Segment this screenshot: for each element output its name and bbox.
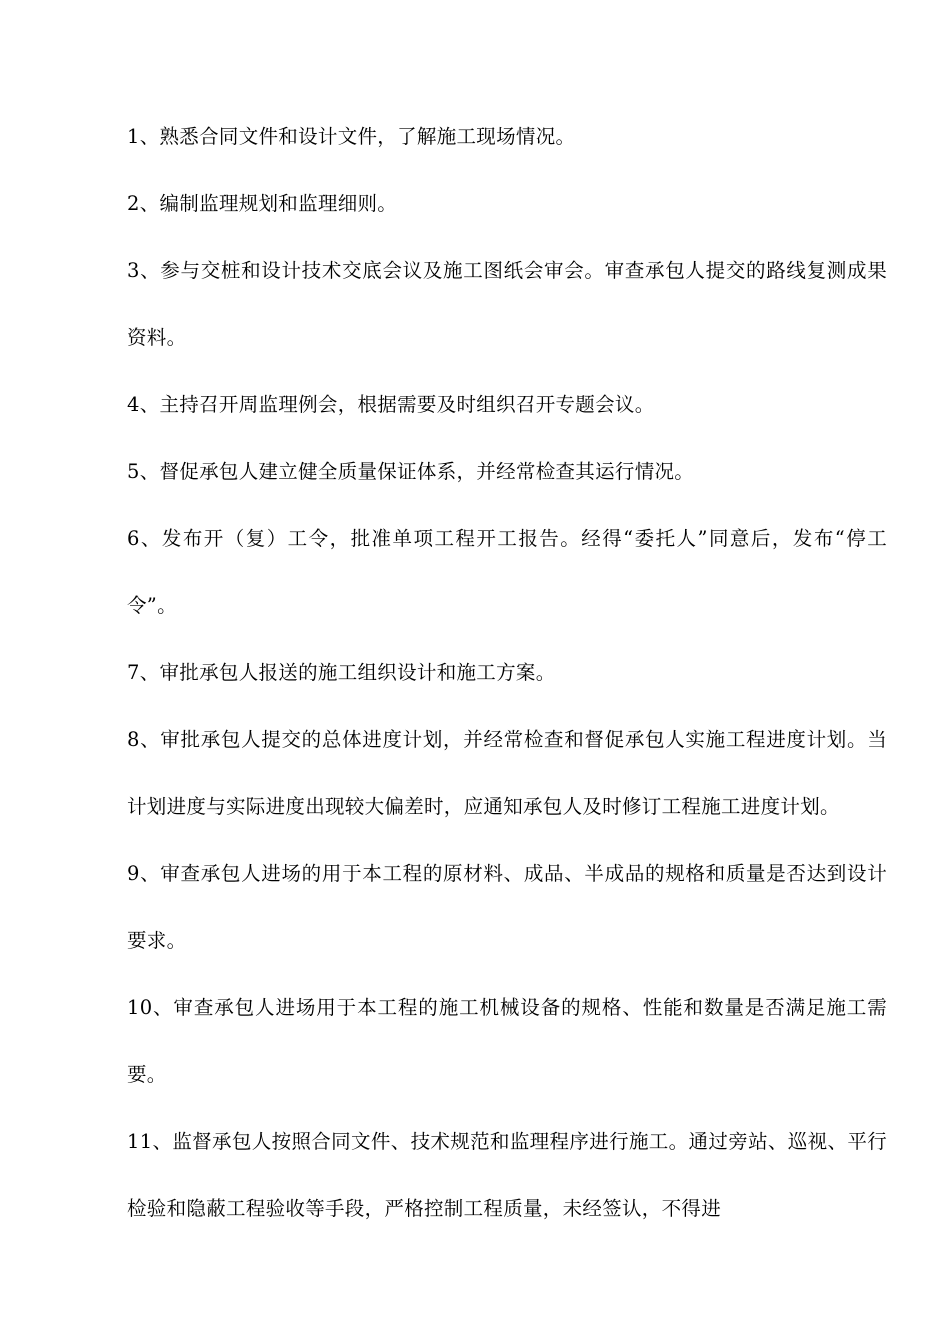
paragraph-11: 11、监督承包人按照合同文件、技术规范和监理程序进行施工。通过旁站、巡视、平行检验和隐蔽工程验收等手段，严格控制工程质量，未经签认，不得进 [127,1130,887,1220]
paragraph-3: 3、参与交桩和设计技术交底会议及施工图纸会审会。审查承包人提交的路线复测成果资料。 [127,259,887,349]
document-body [127,103,887,1242]
paragraph-7: 7、审批承包人报送的施工组织设计和施工方案。 [127,661,556,684]
paragraph-4: 4、主持召开周监理例会，根据需要及时组织召开专题会议。 [127,393,655,416]
paragraph-1: 1、熟悉合同文件和设计文件，了解施工现场情况。 [127,125,576,148]
paragraph-10: 10、审查承包人进场用于本工程的施工机械设备的规格、性能和数量是否满足施工需要。 [127,996,887,1086]
paragraph-2: 2、编制监理规划和监理细则。 [127,192,398,215]
paragraph-5: 5、督促承包人建立健全质量保证体系，并经常检查其运行情况。 [127,460,695,483]
paragraph-8: 8、审批承包人提交的总体进度计划，并经常检查和督促承包人实施工程进度计划。当计划进度与实际进度出现较大偏差时，应通知承包人及时修订工程施工进度计划。 [127,728,887,818]
paragraph-6: 6、发布开（复）工令，批准单项工程开工报告。经得“委托人”同意后，发布“停工令”。 [127,527,887,617]
paragraph-9: 9、审查承包人进场的用于本工程的原材料、成品、半成品的规格和质量是否达到设计要求。 [127,862,887,952]
